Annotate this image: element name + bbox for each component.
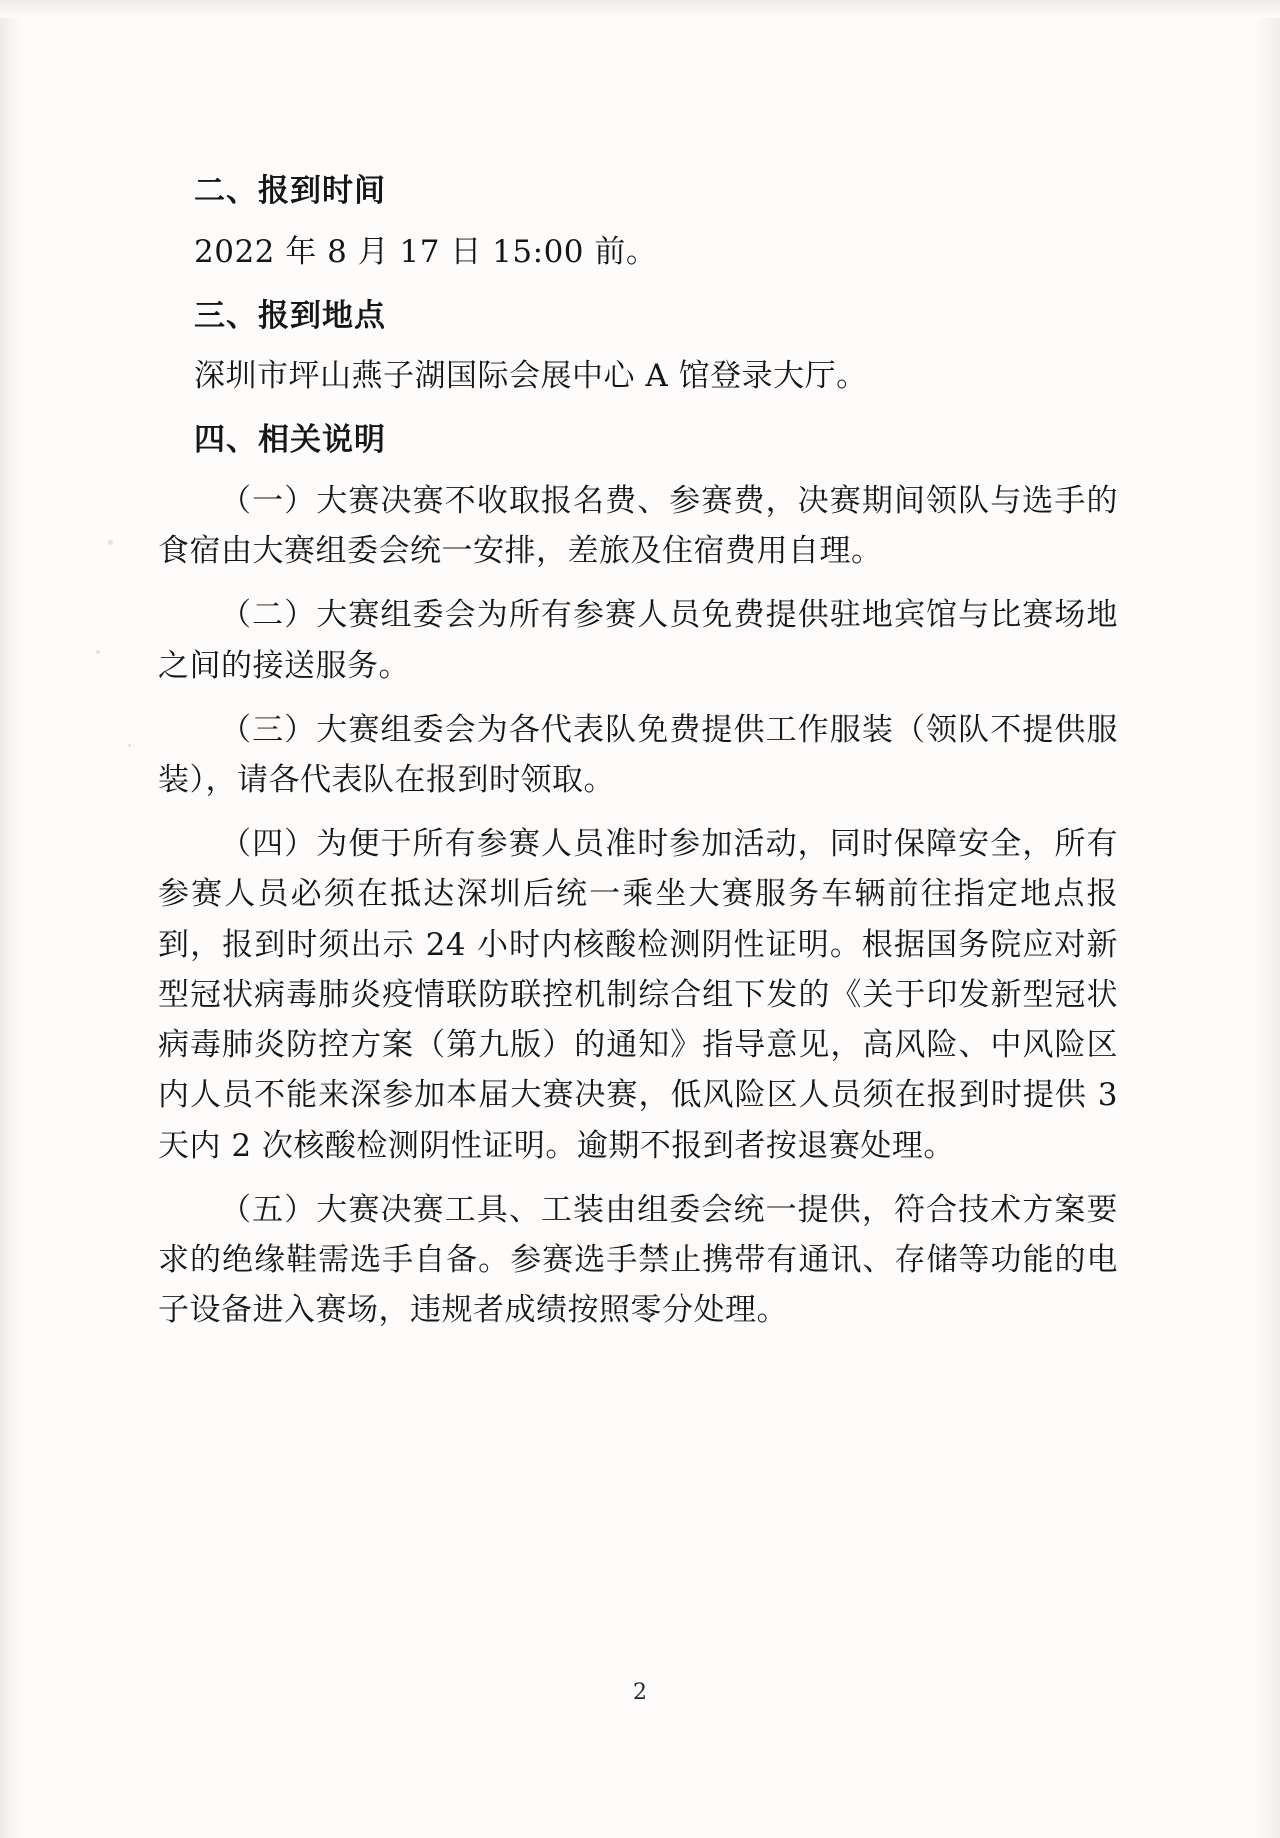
section-block [158,293,1118,402]
scan-speck [108,540,113,545]
section-paragraph: （四）为便于所有参赛人员准时参加活动，同时保障安全，所有参赛人员必须在抵达深圳后统一乘坐大赛服务车辆前往指定地点报到，报到时须出示 24 小时内核酸检测阴性证明。根据国务院应对新型冠状病毒肺炎疫情联防联控机制综合组下发的《关于印发新型冠状病毒肺炎防控方案（第九版）的通知》指导意见，高风险、中风险区内人员不能来深参加本届大赛决赛，低风险区人员须在报到时提供 3 天内 2 次核酸检测阴性证明。逾期不报到者按退赛处理。 [158,826,1118,1164]
section-heading: 四、相关说明 [194,422,386,459]
section-paragraph: （三）大赛组委会为各代表队免费提供工作服装（领队不提供服装），请各代表队在报到时领取。 [158,711,1118,799]
document-body [158,168,1118,1349]
section-paragraph: 2022 年 8 月 17 日 15:00 前。 [194,233,658,270]
scan-speck [96,650,100,654]
section-block [158,168,1118,277]
page-edge-shadow-right [1254,0,1280,1838]
section-paragraph: （二）大赛组委会为所有参赛人员免费提供驻地宾馆与比赛场地之间的接送服务。 [158,597,1118,684]
page-edge-shadow-left [0,0,22,1838]
section-heading: 二、报到时间 [194,173,386,209]
section-paragraph: （五）大赛决赛工具、工装由组委会统一提供，符合技术方案要求的绝缘鞋需选手自备。参赛选手禁止携带有通讯、存储等功能的电子设备进入赛场，违规者成绩按照零分处理。 [158,1191,1118,1329]
section-paragraph: （一）大赛决赛不收取报名费、参赛费，决赛期间领队与选手的食宿由大赛组委会统一安排，差旅及住宿费用自理。 [158,482,1118,570]
section-block [158,417,1118,1335]
page-number: 2 [633,1680,647,1705]
scan-speck [128,744,131,747]
section-paragraph: 深圳市坪山燕子湖国际会展中心 A 馆登录大厅。 [194,358,868,395]
page-edge-shadow-top [0,0,1280,18]
section-heading: 三、报到地点 [194,297,386,334]
